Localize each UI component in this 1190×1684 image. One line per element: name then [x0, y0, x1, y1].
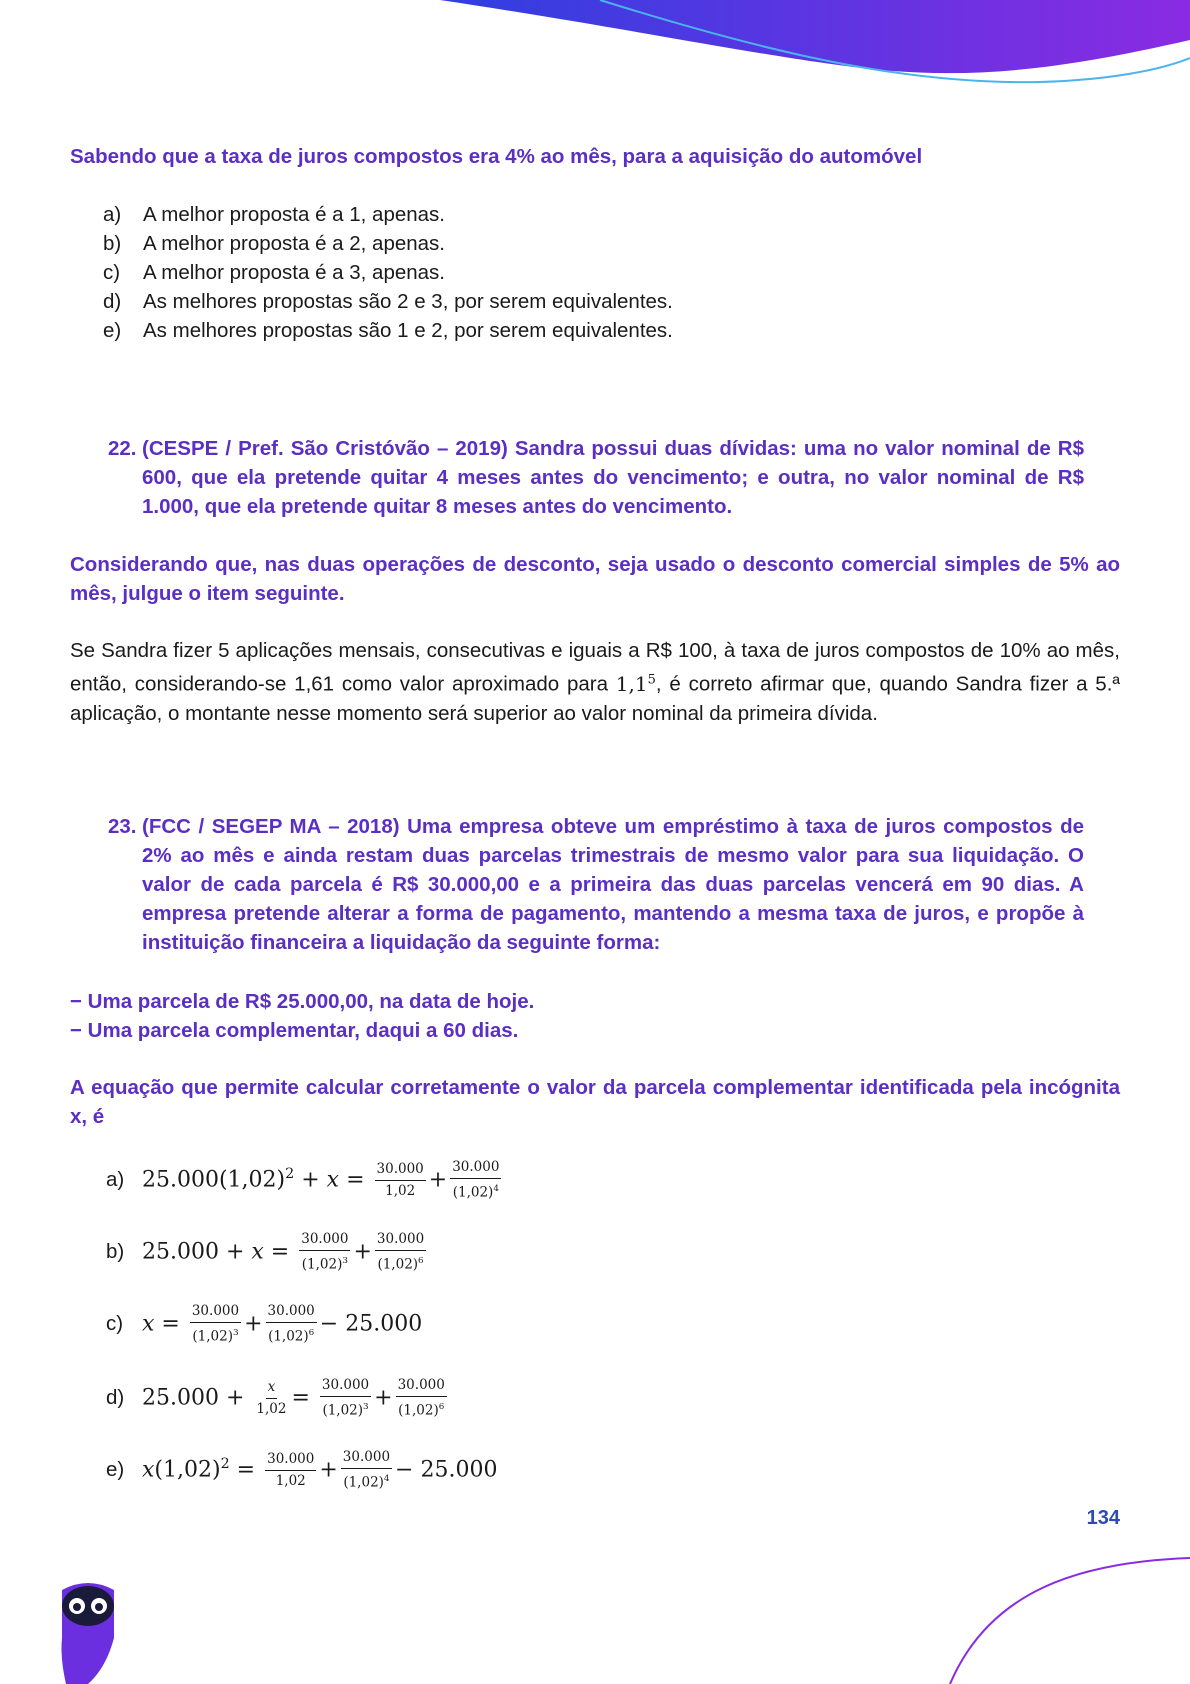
denominator-base: (1,02)	[343, 1474, 384, 1491]
denominator	[266, 1323, 316, 1346]
fraction	[341, 1449, 392, 1492]
numerator: 30.000	[341, 1449, 392, 1469]
footer-curve-decoration	[900, 1550, 1190, 1684]
header-wave-decoration	[0, 0, 1190, 110]
item-power-base: 1,1	[615, 671, 648, 696]
option-text: A melhor proposta é a 1, apenas.	[143, 203, 446, 226]
denominator-exponent: 4	[493, 1183, 499, 1194]
option-letter: d)	[103, 290, 122, 313]
numerator: 30.000	[320, 1377, 371, 1397]
equation-c	[142, 1303, 422, 1346]
option-letter: a)	[106, 1168, 125, 1191]
question-22-context: Considerando que, nas duas operações de desconto, seja usado o desconto comercial simples de 5% ao mês, julgue o item seguinte.	[70, 553, 1120, 605]
item-text-part-1: Se Sandra fizer 5 aplicações mensais, consecutivas e iguais a R$ 100, à taxa de juros compostos de 10% ao mês, então, considerando-se 1,61 como valor aproximado para	[70, 639, 1120, 696]
denominator-exponent: 3	[363, 1401, 369, 1412]
question-23-statement	[108, 812, 1084, 957]
eq-term: + 𝑥 =	[294, 1167, 365, 1192]
denominator-base: (1,02)	[322, 1402, 364, 1419]
question-text: (FCC / SEGEP MA – 2018) Uma empresa obteve um empréstimo à taxa de juros compostos de 2% ao mês e ainda restam duas parcelas trimestrais de mesmo valor para sua liquidação. O valor de cada parcela é R$ 30.000,00 e a primeira das duas parcelas vencerá em 90 dias. A empresa pretende alterar a forma de pagamento, mantendo a mesma taxa de juros, e propõe à instituição financeira a liquidação da seguinte forma:	[142, 815, 1084, 954]
eq-term: 𝑥 =	[142, 1311, 180, 1336]
question-22-item	[70, 636, 1120, 728]
question-23-prompt: A equação que permite calcular corretamente o valor da parcela complementar identificada pela incógnita x, é	[70, 1076, 1120, 1128]
question-number: 22.	[108, 437, 137, 460]
numerator: 30.000	[375, 1161, 426, 1181]
numerator: 30.000	[299, 1231, 350, 1251]
fraction	[450, 1159, 501, 1202]
option-b	[103, 229, 673, 258]
option-text: A melhor proposta é a 3, apenas.	[143, 261, 446, 284]
fraction	[320, 1377, 371, 1420]
question-22-statement	[108, 434, 1084, 521]
numerator: 30.000	[375, 1231, 426, 1251]
item-power-expression	[616, 672, 656, 696]
denominator-exponent: 6	[418, 1255, 424, 1266]
question-23-bullet-2: − Uma parcela complementar, daqui a 60 dias.	[70, 1019, 519, 1042]
denominator	[190, 1323, 240, 1346]
question-text: (CESPE / Pref. São Cristóvão – 2019) Sandra possui duas dívidas: uma no valor nominal de R$ 600, que ela pretende quitar 4 meses antes do vencimento; e outra, no valor nominal de R$ 1.000, que ela pretende quitar 8 meses antes do vencimento.	[142, 437, 1084, 518]
eq-term: 25.000 +	[142, 1385, 245, 1410]
denominator: 1,02	[256, 1400, 287, 1417]
page-number: 134	[1086, 1507, 1120, 1529]
option-b	[106, 1224, 429, 1280]
denominator	[300, 1251, 350, 1274]
option-letter: c)	[106, 1312, 124, 1335]
option-letter: e)	[103, 319, 122, 342]
options-list-q21	[103, 200, 673, 345]
denominator	[375, 1251, 425, 1274]
operator: +	[353, 1239, 372, 1264]
eq-exponent: 2	[220, 1455, 230, 1472]
numerator: 30.000	[265, 1451, 316, 1471]
question-context-intro: Sabendo que a taxa de juros compostos era 4% ao mês, para a aquisição do automóvel	[70, 145, 923, 168]
option-letter: d)	[106, 1386, 125, 1409]
operator: +	[428, 1167, 448, 1192]
denominator-exponent: 4	[383, 1473, 390, 1484]
fraction	[375, 1161, 426, 1200]
eq-term: 25.000(1,02)	[142, 1167, 286, 1192]
equation-e	[142, 1449, 497, 1492]
owl-logo-icon	[56, 1578, 120, 1684]
eq-term: 25.000 + 𝑥 =	[142, 1239, 290, 1264]
numerator: 30.000	[396, 1377, 447, 1397]
numerator: 30.000	[190, 1303, 241, 1323]
denominator-base: (1,02)	[452, 1184, 494, 1201]
option-c	[106, 1296, 422, 1352]
denominator-exponent: 3	[232, 1327, 239, 1338]
equation-a	[142, 1159, 504, 1202]
denominator-exponent: 6	[438, 1401, 445, 1412]
equation-b	[142, 1231, 429, 1274]
fraction	[254, 1379, 288, 1418]
option-letter: a)	[103, 203, 122, 226]
denominator: 1,02	[385, 1182, 416, 1199]
item-power-exponent: 5	[647, 672, 656, 687]
denominator-exponent: 3	[342, 1255, 348, 1266]
eq-term: =	[229, 1457, 256, 1482]
denominator	[451, 1179, 501, 1202]
fraction	[266, 1303, 317, 1346]
option-e	[106, 1442, 497, 1498]
denominator-base: (1,02)	[398, 1402, 439, 1419]
eq-exponent: 2	[285, 1165, 295, 1182]
option-text: A melhor proposta é a 2, apenas.	[143, 232, 446, 255]
denominator: 1,02	[275, 1472, 306, 1489]
denominator-base: (1,02)	[192, 1328, 233, 1345]
question-23-bullet-1: − Uma parcela de R$ 25.000,00, na data de hoje.	[70, 990, 535, 1013]
fraction	[265, 1451, 316, 1490]
operator: +	[374, 1385, 393, 1410]
eq-term: − 25.000	[395, 1457, 498, 1482]
option-e	[103, 316, 673, 345]
question-number: 23.	[108, 815, 137, 838]
option-a	[106, 1152, 504, 1208]
equation-d	[142, 1377, 450, 1420]
option-text: As melhores propostas são 2 e 3, por serem equivalentes.	[143, 290, 673, 313]
fraction	[299, 1231, 350, 1274]
option-letter: b)	[103, 232, 122, 255]
fraction	[375, 1231, 426, 1274]
numerator: 30.000	[450, 1159, 501, 1179]
operator: +	[244, 1311, 263, 1336]
denominator	[341, 1469, 391, 1492]
option-letter: e)	[106, 1458, 125, 1481]
option-d	[103, 287, 673, 316]
eq-term: 𝑥(1,02)	[142, 1457, 221, 1482]
denominator-base: (1,02)	[377, 1256, 419, 1273]
operator: +	[319, 1457, 338, 1482]
option-c	[103, 258, 673, 287]
fraction	[190, 1303, 241, 1346]
operator: =	[291, 1385, 310, 1410]
numerator: 𝑥	[266, 1379, 278, 1399]
option-text: As melhores propostas são 1 e 2, por serem equivalentes.	[143, 319, 673, 342]
item-text-part-2: , é correto afirmar que, quando Sandra fizer a 5.ª aplicação, o montante nesse momento será superior ao valor nominal da primeira dívida.	[70, 672, 1120, 725]
denominator-exponent: 6	[308, 1327, 315, 1338]
fraction	[396, 1377, 447, 1420]
numerator: 30.000	[266, 1303, 317, 1323]
denominator-base: (1,02)	[268, 1328, 309, 1345]
denominator-base: (1,02)	[301, 1256, 343, 1273]
denominator	[396, 1397, 446, 1420]
option-letter: c)	[103, 261, 121, 284]
option-d	[106, 1370, 450, 1426]
option-letter: b)	[106, 1240, 125, 1263]
eq-term: − 25.000	[319, 1311, 423, 1336]
denominator	[320, 1397, 370, 1420]
option-a	[103, 200, 673, 229]
